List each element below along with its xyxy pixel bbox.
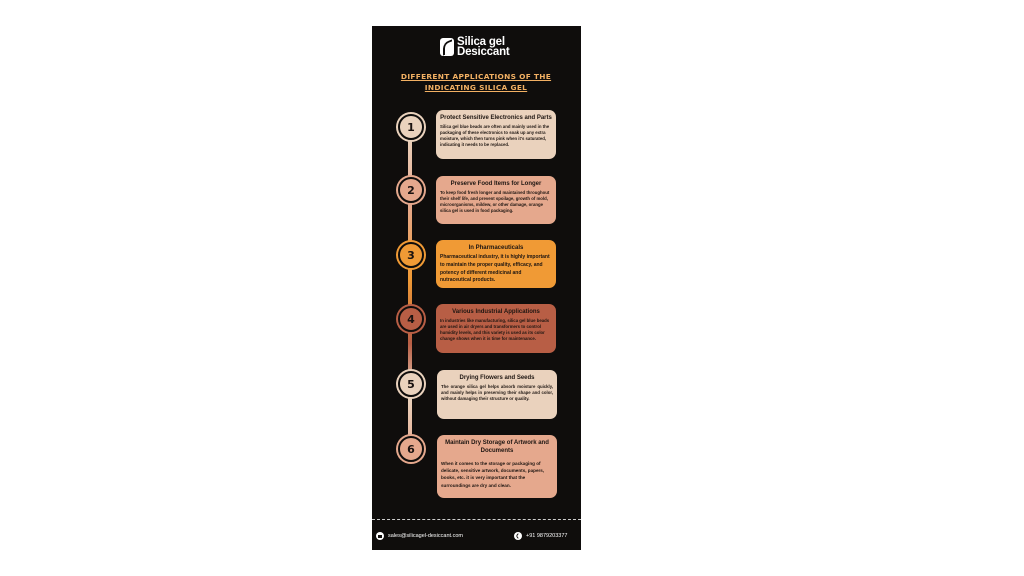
brand-name — [457, 37, 510, 57]
brand-line-2: Desiccant — [457, 46, 510, 58]
application-card-2 — [436, 176, 556, 224]
title-line-1: DIFFERENT APPLICATIONS OF THE — [400, 72, 552, 81]
step-badge-6 — [398, 436, 424, 462]
email-icon — [376, 532, 384, 540]
card-text: Pharmaceutical industry, it is highly important to maintain the proper quality, efficacy, and potency of different medicinal and nutraceutical products. — [440, 254, 550, 284]
card-text: The orange silica gel helps absorb moisture quickly, and mainly helps in preserving their shape and color, without damaging their structure or quality. — [441, 384, 553, 402]
card-text: In industries like manufacturing, silica gel blue beads are used in air dryers and transformers to control humidity levels, and this variety is used as its color change shows when it is time for maintenance. — [440, 318, 550, 342]
card-title: In Pharmaceuticals — [468, 245, 524, 251]
application-card-3 — [436, 240, 556, 288]
card-title: Drying Flowers and Seeds — [459, 375, 535, 381]
page-title — [386, 71, 566, 93]
step-number: 1 — [407, 120, 415, 134]
step-badge-1 — [398, 114, 424, 140]
whatsapp-icon — [514, 532, 522, 540]
footer-phone[interactable] — [514, 532, 567, 540]
step-number: 2 — [407, 183, 415, 197]
brand-line-1: Silica gel — [457, 36, 505, 48]
application-card-5 — [437, 370, 557, 419]
brand-logo — [440, 37, 510, 57]
step-number: 4 — [407, 312, 415, 326]
footer-email[interactable] — [376, 532, 463, 540]
footer-divider — [372, 519, 581, 520]
card-text: Silica gel blue beads are often and mainly used in the packaging of these electronics to soak up any extra moisture, which then turns pink when it's saturated, indicating it needs to be replaced. — [440, 124, 550, 148]
title-line-2: INDICATING SILICA GEL — [424, 83, 528, 92]
silica-logo-icon — [440, 38, 454, 56]
application-card-6 — [437, 435, 557, 498]
card-title: Maintain Dry Storage of Artwork and Documents — [445, 440, 549, 454]
card-title: Preserve Food Items for Longer — [450, 181, 542, 187]
email-text[interactable]: sales@silicagel-desiccant.com — [388, 533, 463, 539]
step-number: 5 — [407, 377, 415, 391]
card-title: Protect Sensitive Electronics and Parts — [440, 115, 552, 121]
step-number: 6 — [407, 442, 415, 456]
step-badge-4 — [398, 306, 424, 332]
application-card-4 — [436, 304, 556, 353]
step-badge-5 — [398, 371, 424, 397]
card-text: When it comes to the storage or packaging of delicate, sensitive artwork, documents, papers, books, etc. it is very important that the surroundings are dry and clean. — [441, 461, 545, 488]
card-text: To keep food fresh longer and maintained throughout their shelf life, and prevent spoilage, growth of mold, microorganisms, mildew, or other damage, orange silica gel is used in food packaging. — [440, 190, 550, 214]
step-number: 3 — [407, 248, 415, 262]
step-badge-3 — [398, 242, 424, 268]
application-card-1 — [436, 110, 556, 159]
card-title: Various Industrial Applications — [452, 309, 540, 315]
step-badge-2 — [398, 177, 424, 203]
phone-text[interactable]: +91 9879203377 — [526, 533, 568, 539]
